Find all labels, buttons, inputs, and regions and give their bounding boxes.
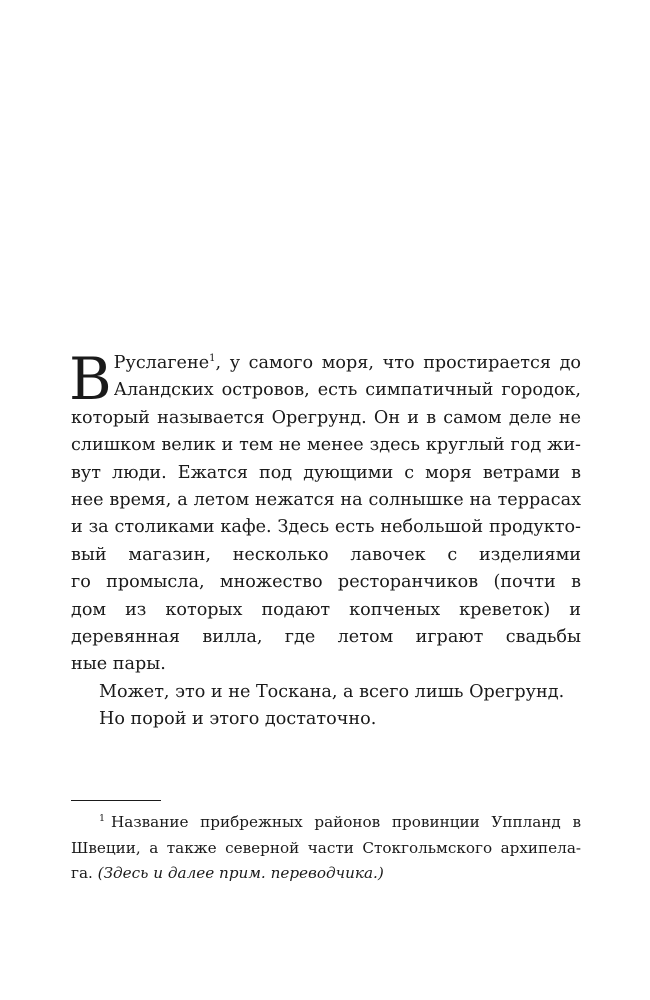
text-line: который называется Орегрунд. Он и в самом деле не <box>71 407 581 428</box>
text-line: вый магазин, несколько лавочек с изделиями <box>71 544 581 565</box>
paragraph-3: Но порой и этого достаточно. <box>99 709 377 730</box>
text-line: ные пары. <box>71 654 166 675</box>
footnote-text: га. <box>71 864 98 882</box>
paragraph-2: Может, это и не Тоскана, а всего лишь Орегрунд. <box>99 681 565 702</box>
first-line-tail: , у самого моря, что простирается до <box>215 353 581 373</box>
footnote-line: Швеции, а также северной части Стокгольмского архипела- <box>71 838 581 857</box>
text-line: и за столиками кафе. Здесь есть небольшой продукто- <box>71 517 581 538</box>
text-line: нее время, а летом нежатся на солнышке на террасах <box>71 489 581 510</box>
footnote-marker: 1 <box>99 813 106 824</box>
text-line <box>114 350 581 377</box>
drop-cap: В <box>69 345 112 413</box>
footnote-text: Название прибрежных районов провинции Уппланд в <box>111 813 581 831</box>
footnote <box>71 810 581 887</box>
text-line: го промысла, множество ресторанчиков (почти в <box>71 572 581 593</box>
main-text-block <box>69 345 581 733</box>
footnote-line <box>71 861 581 887</box>
text-line: вут люди. Ежатся под дующими с моря ветрами в <box>71 462 581 483</box>
text-line: деревянная вилла, где летом играют свадьбы <box>71 626 581 647</box>
footnote-reference[interactable]: 1 <box>209 353 216 364</box>
footnote-divider <box>71 800 161 801</box>
footnote-line <box>71 810 581 836</box>
first-word: Руслагене <box>113 353 210 373</box>
paragraph-1 <box>69 345 581 679</box>
text-line: дом из которых подают копченых креветок) и <box>71 599 581 620</box>
text-line: слишком велик и тем не менее здесь круглый год жи- <box>71 435 581 456</box>
text-line: Аландских островов, есть симпатичный городок, <box>113 380 581 401</box>
translator-note: (Здесь и далее прим. переводчика.) <box>97 864 384 882</box>
